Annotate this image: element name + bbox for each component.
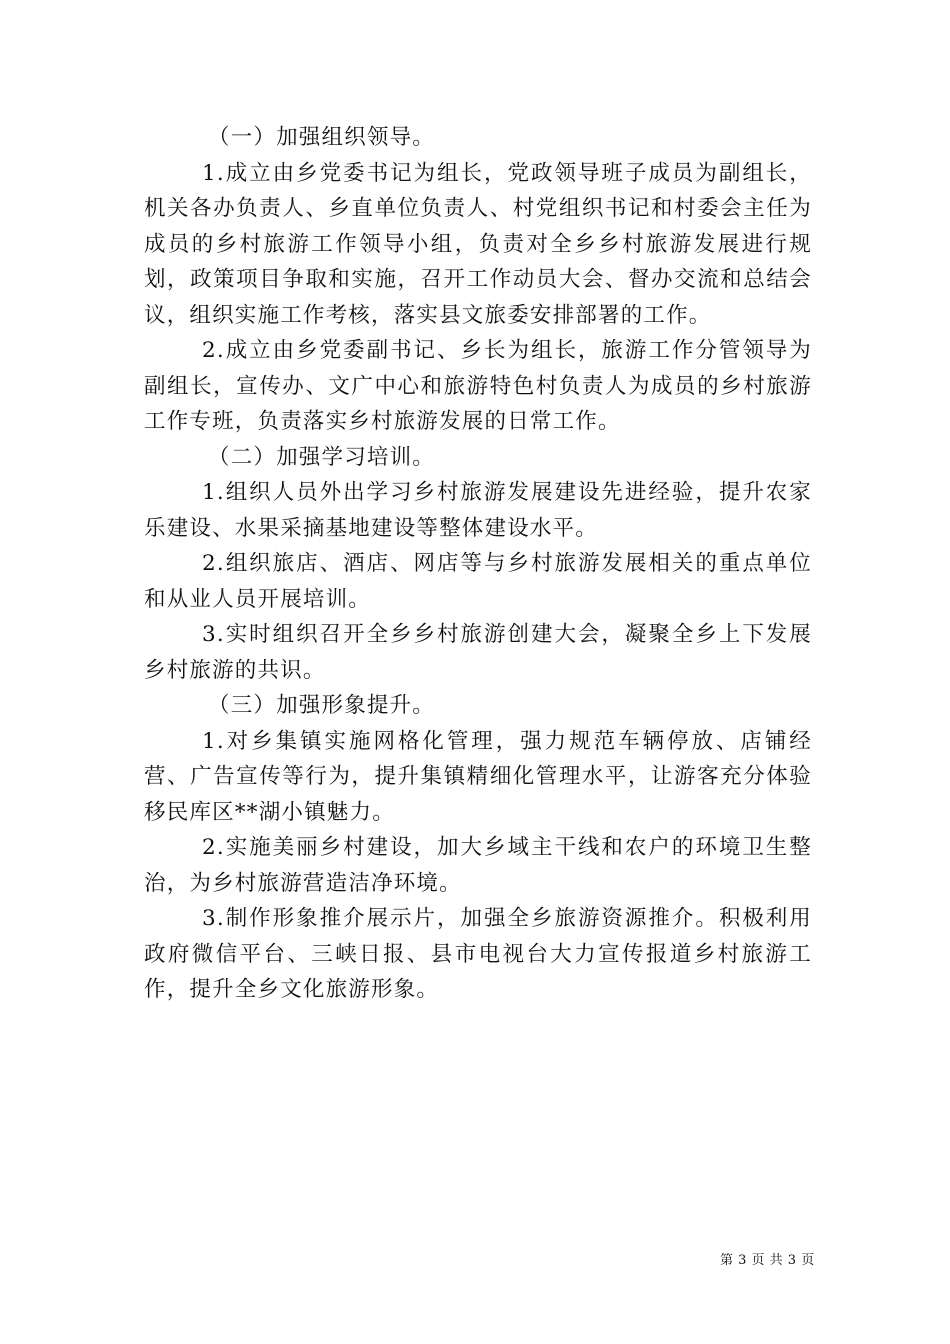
paragraph: 1.组织人员外出学习乡村旅游发展建设先进经验，提升农家乐建设、水果采摘基地建设等整体建设水平。 bbox=[144, 480, 812, 541]
page-number-footer: 第 3 页 共 3 页 bbox=[720, 1253, 815, 1268]
document-body bbox=[144, 120, 812, 1008]
paragraph: 2.成立由乡党委副书记、乡长为组长，旅游工作分管领导为副组长，宣传办、文广中心和旅游特色村负责人为成员的乡村旅游工作专班，负责落实乡村旅游发展的日常工作。 bbox=[144, 338, 812, 434]
section-heading: （三）加强形象提升。 bbox=[208, 693, 436, 718]
paragraph: 1.对乡集镇实施网格化管理，强力规范车辆停放、店铺经营、广告宣传等行为，提升集镇精细化管理水平，让游客充分体验移民库区**湖小镇魅力。 bbox=[144, 728, 812, 825]
section-heading: （二）加强学习培训。 bbox=[208, 444, 436, 470]
paragraph: 2.实施美丽乡村建设，加大乡域主干线和农户的环境卫生整治，为乡村旅游营造洁净环境。 bbox=[144, 835, 812, 896]
section-heading: （一）加强组织领导。 bbox=[208, 125, 436, 150]
paragraph: 1.成立由乡党委书记为组长，党政领导班子成员为副组长，机关各办负责人、乡直单位负责人、村党组织书记和村委会主任为成员的乡村旅游工作领导小组，负责对全乡乡村旅游发展进行规划，政策项目争取和实施，召开工作动员大会、督办交流和总结会议，组织实施工作考核，落实县文旅委安排部署的工作。 bbox=[144, 160, 812, 328]
paragraph: 3.制作形象推介展示片，加强全乡旅游资源推介。积极利用政府微信平台、三峡日报、县市电视台大力宣传报道乡村旅游工作，提升全乡文化旅游形象。 bbox=[144, 906, 812, 1002]
paragraph: 2.组织旅店、酒店、网店等与乡村旅游发展相关的重点单位和从业人员开展培训。 bbox=[144, 551, 812, 612]
paragraph: 3.实时组织召开全乡乡村旅游创建大会，凝聚全乡上下发展乡村旅游的共识。 bbox=[144, 622, 812, 683]
